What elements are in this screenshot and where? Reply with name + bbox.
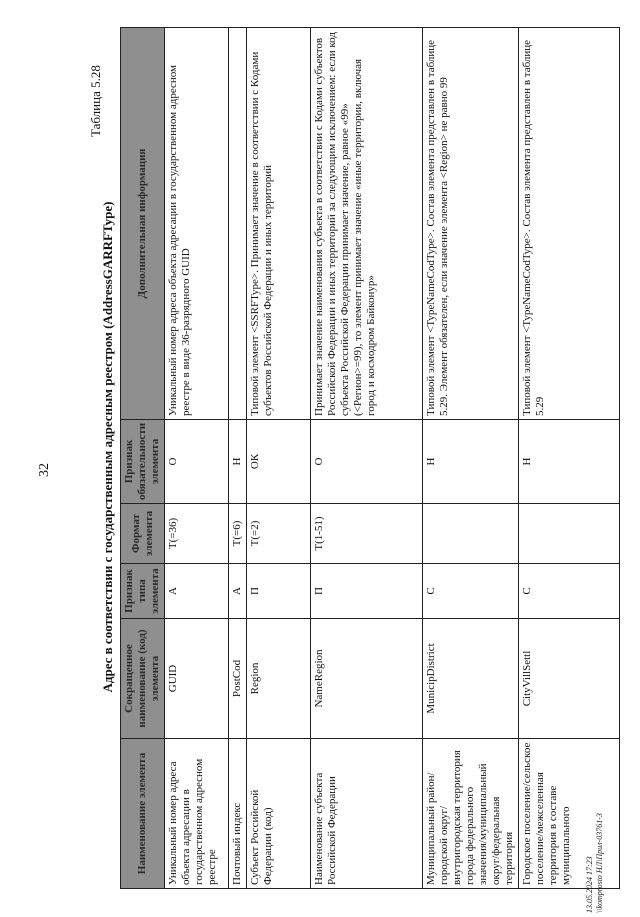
cell-format: Т(1-51) xyxy=(311,504,423,564)
cell-code: PostCod xyxy=(229,619,247,739)
header-info: Дополнительная информация xyxy=(121,28,165,420)
cell-type: А xyxy=(229,564,247,619)
cell-info: Типовой элемент <SSRFType>. Принимает значение в соответствии с Кодами субъектов Российской Федерации и иных территорий xyxy=(247,28,311,420)
cell-info: Типовой элемент <TypeNameCodType>. Состав элемента представлен в таблице 5.29. Элемент обязателен, если значение элемента <Region> не равно 99 xyxy=(423,28,519,420)
cell-info: Уникальный номер адреса объекта адресации в государственном адресном реестре в виде 36-разрядного GUID xyxy=(165,28,229,420)
footer-timestamp: 13.05.2024 17:23 xyxy=(585,856,594,913)
cell-type: А xyxy=(165,564,229,619)
cell-required: Н xyxy=(423,419,519,503)
table-row xyxy=(165,28,229,889)
table-row xyxy=(423,28,519,889)
cell-format xyxy=(519,504,620,564)
cell-format: Т(=6) xyxy=(229,504,247,564)
cell-type: С xyxy=(423,564,519,619)
cell-name: Городское поселение/сельское поселение/межселенная территория в составе муниципального xyxy=(519,739,620,889)
cell-required: Н xyxy=(229,419,247,503)
cell-required: Н xyxy=(519,419,620,503)
cell-type: С xyxy=(519,564,620,619)
print-footer xyxy=(585,813,605,913)
cell-type: П xyxy=(247,564,311,619)
cell-info xyxy=(229,28,247,420)
cell-required: О xyxy=(165,419,229,503)
table-label: Таблица 5.28 xyxy=(88,65,103,137)
cell-name: Почтовый индекс xyxy=(229,739,247,889)
table-row xyxy=(229,28,247,889)
table-header-row xyxy=(121,28,165,889)
cell-format: Т(=36) xyxy=(165,504,229,564)
cell-format: Т(=2) xyxy=(247,504,311,564)
cell-code: NameRegion xyxy=(311,619,423,739)
cell-name: Муниципальный район/городской округ/внутригородская территория города федерального значения/муниципальный округ/федеральная территория xyxy=(423,739,519,889)
address-table xyxy=(120,27,620,889)
header-required: Признак обязательности элемента xyxy=(121,419,165,503)
cell-name: Уникальный номер адреса объекта адресации в государственном адресном реестре xyxy=(165,739,229,889)
footer-path: \\komprosto НЛ\Прил-03761-3 xyxy=(595,813,604,913)
cell-info: Типовой элемент <TypeNameCodType>. Состав элемента представлен в таблице 5.29 xyxy=(519,28,620,420)
table-row xyxy=(311,28,423,889)
cell-name: Наименование субъекта Российской Федерации xyxy=(311,739,423,889)
header-format: Формат элемента xyxy=(121,504,165,564)
page-number: 32 xyxy=(37,463,52,477)
cell-required: О xyxy=(311,419,423,503)
cell-required: ОК xyxy=(247,419,311,503)
cell-format xyxy=(423,504,519,564)
cell-info: Принимает значение наименования субъекта в соответствии с Кодами субъектов Российской Федерации и иных территорий за следующим исключением: если код субъекта Российской Федерации принимает значение, равное «99» (<Регион>=99), то элемент принимает значение «иные территории, включая город и космодром Байконур» xyxy=(311,28,423,420)
cell-code: Region xyxy=(247,619,311,739)
header-type: Признак типа элемента xyxy=(121,564,165,619)
table-row xyxy=(247,28,311,889)
table-title: Адрес в соответствии с государственным адресным реестром (AddressGARRFType) xyxy=(100,201,115,693)
header-name: Наименование элемента xyxy=(121,739,165,889)
cell-name: Субъект Российской Федерации (код) xyxy=(247,739,311,889)
header-code: Сокращенное наименование (код) элемента xyxy=(121,619,165,739)
cell-type: П xyxy=(311,564,423,619)
cell-code: MunicipDistrict xyxy=(423,619,519,739)
cell-code: CityVillSettl xyxy=(519,619,620,739)
cell-code: GUID xyxy=(165,619,229,739)
table-row xyxy=(519,28,620,889)
